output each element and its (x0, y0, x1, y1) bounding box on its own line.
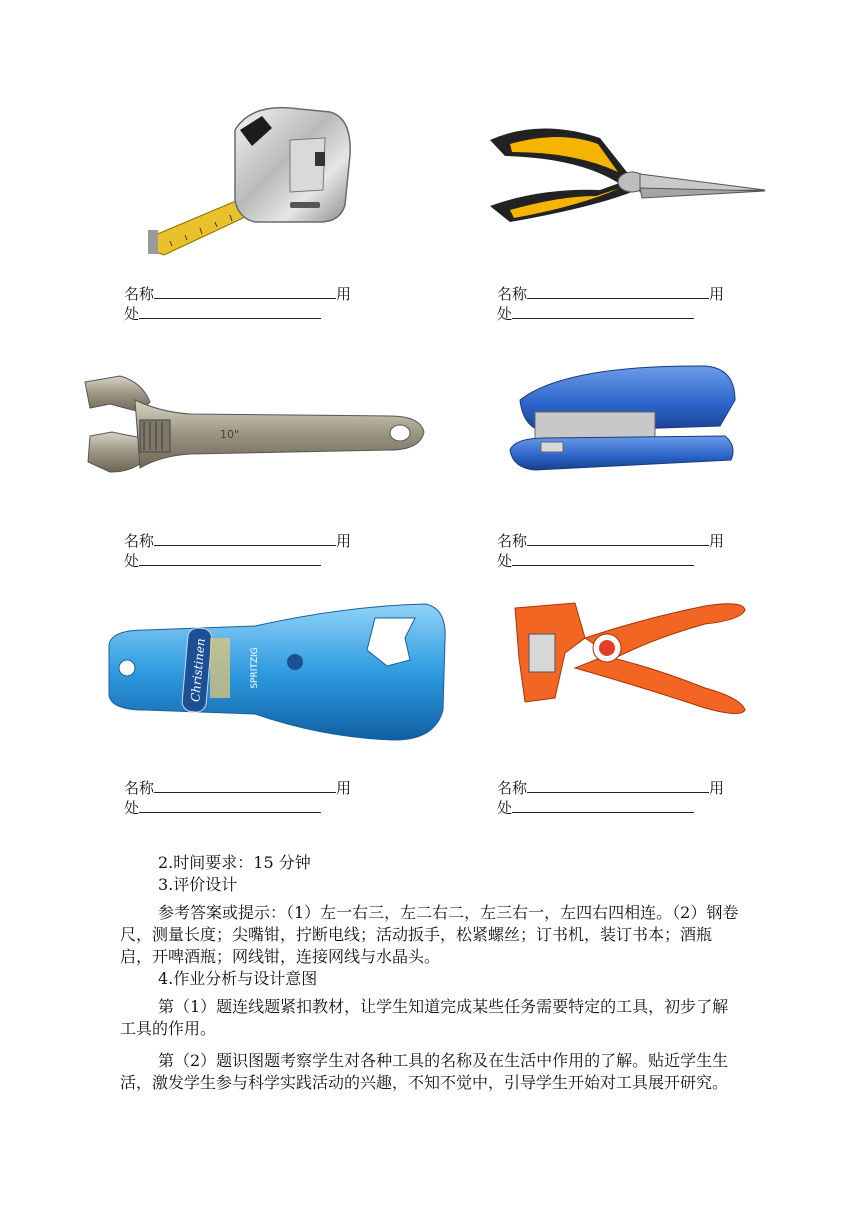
name-label: 名称 (497, 285, 528, 303)
use-label-suffix: 处 (124, 552, 140, 570)
use-blank (512, 797, 694, 813)
use-line-1 (124, 303, 321, 325)
use-label-suffix: 处 (124, 799, 140, 817)
name-line-5 (124, 777, 351, 799)
name-line-2 (497, 283, 724, 305)
adjustable-wrench-photo (80, 372, 430, 480)
name-line-3 (124, 530, 351, 552)
evaluation-heading: 3.评价设计 (158, 875, 238, 894)
name-blank (527, 530, 709, 546)
name-label: 名称 (124, 532, 155, 550)
use-label-prefix: 用 (336, 532, 352, 550)
use-blank (512, 303, 694, 319)
use-label-prefix: 用 (709, 532, 725, 550)
name-line-6 (497, 777, 724, 799)
analysis-paragraph-2: 第（2）题识图题考察学生对各种工具的名称及在生活中作用的了解。贴近学生生活，激发学生参与科学实践活动的兴趣，不知不觉中，引导学生开始对工具展开研究。 (120, 1051, 729, 1092)
opener-brand-text: Christinen (188, 637, 208, 703)
name-label: 名称 (497, 532, 528, 550)
use-line-4 (497, 550, 694, 572)
use-blank (139, 303, 321, 319)
use-label-prefix: 用 (709, 779, 725, 797)
time-requirement: 2.时间要求：15 分钟 (158, 853, 311, 872)
analysis-heading: 4.作业分析与设计意图 (158, 969, 318, 988)
tape-measure-photo (140, 100, 360, 260)
bottle-opener-photo (105, 600, 450, 745)
needle-nose-pliers-photo (480, 118, 770, 230)
name-blank (154, 530, 336, 546)
name-label: 名称 (124, 285, 155, 303)
name-blank (527, 283, 709, 299)
use-line-6 (497, 797, 694, 819)
name-label: 名称 (497, 779, 528, 797)
use-line-2 (497, 303, 694, 325)
use-line-5 (124, 797, 321, 819)
name-label: 名称 (124, 779, 155, 797)
analysis-paragraph-1: 第（1）题连线题紧扣教材，让学生知道完成某些任务需要特定的工具，初步了解工具的作用。 (120, 997, 729, 1038)
use-label-prefix: 用 (336, 779, 352, 797)
use-label-suffix: 处 (497, 799, 513, 817)
use-label-suffix: 处 (497, 305, 513, 323)
use-blank (512, 550, 694, 566)
name-line-4 (497, 530, 724, 552)
use-label-suffix: 处 (124, 305, 140, 323)
use-label-prefix: 用 (709, 285, 725, 303)
name-line-1 (124, 283, 351, 305)
name-blank (154, 283, 336, 299)
opener-sub-text: SPRITZIG (250, 647, 260, 689)
answer-paragraph: 参考答案或提示：（1）左一右三，左二右二，左三右一，左四右四相连。（2）钢卷尺，测量长度；尖嘴钳，拧断电线；活动扳手，松紧螺丝；订书机，装订书本；酒瓶启，开啤酒瓶；网线钳，连接网线与水晶头。 (120, 903, 739, 966)
use-blank (139, 550, 321, 566)
use-label-suffix: 处 (497, 552, 513, 570)
wrench-size-mark: 10" (220, 428, 240, 441)
body-text (120, 852, 742, 1094)
use-label-prefix: 用 (336, 285, 352, 303)
name-blank (527, 777, 709, 793)
name-blank (154, 777, 336, 793)
use-blank (139, 797, 321, 813)
wire-stripper-photo (505, 598, 750, 728)
stapler-photo (505, 360, 740, 485)
use-line-3 (124, 550, 321, 572)
